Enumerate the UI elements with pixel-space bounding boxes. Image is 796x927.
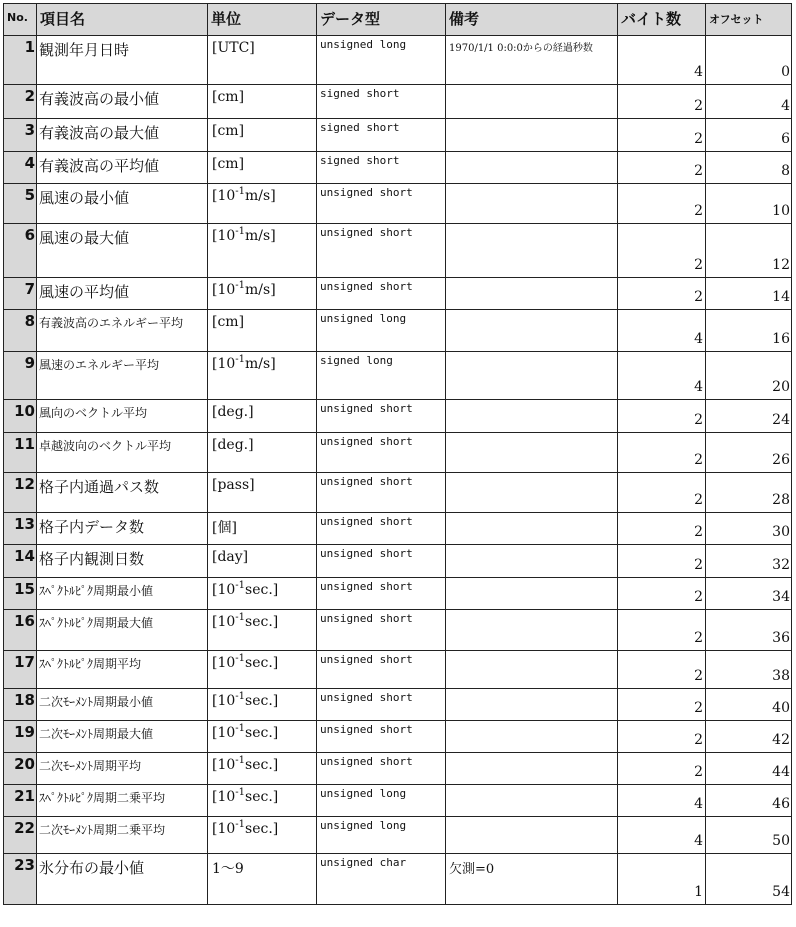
note-cell: 欠測=0	[446, 854, 618, 905]
unit-suffix: sec.]	[245, 693, 279, 709]
item-name: 二次ﾓｰﾒﾝﾄ周期平均	[37, 753, 208, 785]
data-type: unsigned short	[317, 651, 446, 689]
row-number: 15	[4, 578, 37, 610]
header-offset: オフセット	[706, 4, 792, 36]
data-type: unsigned short	[317, 545, 446, 578]
note-cell	[446, 400, 618, 433]
item-name: 格子内観測日数	[37, 545, 208, 578]
row-number: 21	[4, 785, 37, 817]
row-number: 4	[4, 152, 37, 184]
row-number: 11	[4, 433, 37, 473]
unit-cell	[208, 184, 317, 224]
unit-exponent: -1	[235, 787, 246, 798]
unit-suffix: m/s]	[245, 356, 276, 372]
unit-exponent: -1	[235, 755, 246, 766]
data-type: signed short	[317, 85, 446, 119]
unit-base: [10	[212, 228, 236, 244]
table-row	[4, 310, 792, 352]
byte-count: 2	[618, 224, 706, 278]
offset-cell: 0	[706, 36, 792, 85]
offset-cell: 42	[706, 721, 792, 753]
unit-exponent: -1	[235, 612, 246, 623]
data-type: unsigned long	[317, 310, 446, 352]
item-name: 二次ﾓｰﾒﾝﾄ周期最大値	[37, 721, 208, 753]
item-name: 有義波高の最大値	[37, 119, 208, 152]
unit-cell: [deg.]	[208, 433, 317, 473]
data-type: signed short	[317, 119, 446, 152]
data-type: unsigned short	[317, 578, 446, 610]
unit-cell	[208, 721, 317, 753]
table-row	[4, 400, 792, 433]
table-row	[4, 278, 792, 310]
byte-count: 4	[618, 817, 706, 854]
offset-cell: 38	[706, 651, 792, 689]
unit-suffix: m/s]	[245, 282, 276, 298]
row-number: 18	[4, 689, 37, 721]
unit-cell: [cm]	[208, 85, 317, 119]
data-type: unsigned long	[317, 785, 446, 817]
item-name: 二次ﾓｰﾒﾝﾄ周期二乗平均	[37, 817, 208, 854]
unit-exponent: -1	[235, 354, 246, 365]
offset-cell: 46	[706, 785, 792, 817]
byte-count: 2	[618, 753, 706, 785]
unit-cell: [cm]	[208, 119, 317, 152]
unit-cell	[208, 785, 317, 817]
note-cell	[446, 473, 618, 513]
table-row	[4, 433, 792, 473]
byte-count: 2	[618, 513, 706, 545]
header-no: No.	[4, 4, 37, 36]
unit-base: [10	[212, 614, 236, 630]
byte-count: 4	[618, 310, 706, 352]
item-name: 有義波高の最小値	[37, 85, 208, 119]
data-type: unsigned short	[317, 278, 446, 310]
byte-count: 2	[618, 545, 706, 578]
data-type: unsigned short	[317, 753, 446, 785]
offset-cell: 50	[706, 817, 792, 854]
unit-base: [10	[212, 821, 236, 837]
offset-cell: 6	[706, 119, 792, 152]
unit-base: [10	[212, 582, 236, 598]
byte-count: 4	[618, 785, 706, 817]
table-row	[4, 119, 792, 152]
unit-cell	[208, 753, 317, 785]
item-name: ｽﾍﾟｸﾄﾙﾋﾟｸ周期二乗平均	[37, 785, 208, 817]
data-type: unsigned long	[317, 817, 446, 854]
data-format-table	[3, 3, 792, 905]
offset-cell: 26	[706, 433, 792, 473]
unit-cell	[208, 610, 317, 651]
note-cell	[446, 689, 618, 721]
unit-base: [10	[212, 356, 236, 372]
offset-cell: 4	[706, 85, 792, 119]
table-row	[4, 721, 792, 753]
offset-cell: 28	[706, 473, 792, 513]
data-type: unsigned char	[317, 854, 446, 905]
offset-cell: 34	[706, 578, 792, 610]
data-type: unsigned short	[317, 689, 446, 721]
note-cell	[446, 184, 618, 224]
offset-cell: 30	[706, 513, 792, 545]
data-type: unsigned long	[317, 36, 446, 85]
item-name: 有義波高の平均値	[37, 152, 208, 184]
unit-cell	[208, 224, 317, 278]
data-type: unsigned short	[317, 473, 446, 513]
header-name: 項目名	[37, 4, 208, 36]
byte-count: 2	[618, 610, 706, 651]
table-row	[4, 689, 792, 721]
offset-cell: 12	[706, 224, 792, 278]
unit-exponent: -1	[235, 580, 246, 591]
unit-cell	[208, 578, 317, 610]
unit-exponent: -1	[235, 186, 246, 197]
item-name: 観測年月日時	[37, 36, 208, 85]
unit-base: [10	[212, 725, 236, 741]
unit-suffix: sec.]	[245, 655, 279, 671]
item-name: 氷分布の最小値	[37, 854, 208, 905]
offset-cell: 24	[706, 400, 792, 433]
row-number: 2	[4, 85, 37, 119]
note-cell: 1970/1/1 0:0:0からの経過秒数	[446, 36, 618, 85]
data-type: unsigned short	[317, 610, 446, 651]
table-row	[4, 753, 792, 785]
unit-base: [10	[212, 282, 236, 298]
byte-count: 2	[618, 721, 706, 753]
table-row	[4, 224, 792, 278]
table-row	[4, 578, 792, 610]
offset-cell: 54	[706, 854, 792, 905]
byte-count: 2	[618, 433, 706, 473]
note-cell	[446, 785, 618, 817]
byte-count: 2	[618, 85, 706, 119]
offset-cell: 36	[706, 610, 792, 651]
item-name: 風速のエネルギー平均	[37, 352, 208, 400]
row-number: 7	[4, 278, 37, 310]
row-number: 6	[4, 224, 37, 278]
byte-count: 2	[618, 689, 706, 721]
byte-count: 2	[618, 278, 706, 310]
byte-count: 2	[618, 651, 706, 689]
offset-cell: 44	[706, 753, 792, 785]
unit-suffix: sec.]	[245, 757, 279, 773]
data-type: unsigned short	[317, 400, 446, 433]
header-unit: 単位	[208, 4, 317, 36]
header-note: 備考	[446, 4, 618, 36]
table-row	[4, 184, 792, 224]
table-row	[4, 352, 792, 400]
unit-exponent: -1	[235, 653, 246, 664]
item-name: ｽﾍﾟｸﾄﾙﾋﾟｸ周期最小値	[37, 578, 208, 610]
note-cell	[446, 513, 618, 545]
unit-suffix: m/s]	[245, 228, 276, 244]
item-name: 格子内データ数	[37, 513, 208, 545]
unit-base: [10	[212, 188, 236, 204]
offset-cell: 10	[706, 184, 792, 224]
row-number: 1	[4, 36, 37, 85]
header-bytes: バイト数	[618, 4, 706, 36]
note-cell	[446, 152, 618, 184]
unit-cell	[208, 651, 317, 689]
row-number: 16	[4, 610, 37, 651]
byte-count: 2	[618, 473, 706, 513]
offset-cell: 8	[706, 152, 792, 184]
row-number: 14	[4, 545, 37, 578]
item-name: 卓越波向のベクトル平均	[37, 433, 208, 473]
table-row	[4, 817, 792, 854]
offset-cell: 16	[706, 310, 792, 352]
note-cell	[446, 753, 618, 785]
data-type: signed long	[317, 352, 446, 400]
table-row	[4, 610, 792, 651]
note-cell	[446, 651, 618, 689]
table-row	[4, 85, 792, 119]
data-type: unsigned short	[317, 721, 446, 753]
byte-count: 2	[618, 578, 706, 610]
note-cell	[446, 610, 618, 651]
row-number: 12	[4, 473, 37, 513]
unit-cell: [pass]	[208, 473, 317, 513]
data-type: unsigned short	[317, 433, 446, 473]
note-cell	[446, 817, 618, 854]
table-row	[4, 785, 792, 817]
row-number: 9	[4, 352, 37, 400]
item-name: 風速の最大値	[37, 224, 208, 278]
header-type: データ型	[317, 4, 446, 36]
row-number: 19	[4, 721, 37, 753]
note-cell	[446, 433, 618, 473]
offset-cell: 14	[706, 278, 792, 310]
row-number: 17	[4, 651, 37, 689]
unit-cell	[208, 278, 317, 310]
unit-base: [10	[212, 757, 236, 773]
unit-suffix: sec.]	[245, 725, 279, 741]
row-number: 3	[4, 119, 37, 152]
unit-exponent: -1	[235, 691, 246, 702]
byte-count: 2	[618, 152, 706, 184]
item-name: 有義波高のエネルギー平均	[37, 310, 208, 352]
row-number: 13	[4, 513, 37, 545]
item-name: 風速の最小値	[37, 184, 208, 224]
row-number: 22	[4, 817, 37, 854]
byte-count: 1	[618, 854, 706, 905]
unit-exponent: -1	[235, 723, 246, 734]
unit-cell	[208, 689, 317, 721]
item-name: 格子内通過パス数	[37, 473, 208, 513]
row-number: 20	[4, 753, 37, 785]
unit-exponent: -1	[235, 226, 246, 237]
item-name: 風速の平均値	[37, 278, 208, 310]
row-number: 23	[4, 854, 37, 905]
row-number: 8	[4, 310, 37, 352]
data-type: signed short	[317, 152, 446, 184]
item-name: 風向のベクトル平均	[37, 400, 208, 433]
unit-suffix: sec.]	[245, 614, 279, 630]
unit-cell	[208, 352, 317, 400]
note-cell	[446, 224, 618, 278]
table-row	[4, 152, 792, 184]
data-type: unsigned short	[317, 184, 446, 224]
note-cell	[446, 119, 618, 152]
byte-count: 4	[618, 352, 706, 400]
unit-exponent: -1	[235, 819, 246, 830]
unit-cell: [day]	[208, 545, 317, 578]
table-row	[4, 513, 792, 545]
data-type: unsigned short	[317, 224, 446, 278]
byte-count: 2	[618, 184, 706, 224]
byte-count: 2	[618, 400, 706, 433]
offset-cell: 32	[706, 545, 792, 578]
unit-suffix: sec.]	[245, 821, 279, 837]
note-cell	[446, 278, 618, 310]
unit-exponent: -1	[235, 280, 246, 291]
offset-cell: 20	[706, 352, 792, 400]
item-name: ｽﾍﾟｸﾄﾙﾋﾟｸ周期最大値	[37, 610, 208, 651]
note-cell	[446, 352, 618, 400]
unit-cell: [個]	[208, 513, 317, 545]
unit-cell: 1～9	[208, 854, 317, 905]
unit-base: [10	[212, 789, 236, 805]
row-number: 10	[4, 400, 37, 433]
unit-base: [10	[212, 693, 236, 709]
table-row	[4, 651, 792, 689]
data-format-table-container	[3, 3, 791, 921]
unit-cell: [cm]	[208, 152, 317, 184]
row-number: 5	[4, 184, 37, 224]
offset-cell: 40	[706, 689, 792, 721]
note-cell	[446, 721, 618, 753]
table-row	[4, 854, 792, 905]
note-cell	[446, 85, 618, 119]
byte-count: 2	[618, 119, 706, 152]
unit-cell: [cm]	[208, 310, 317, 352]
unit-suffix: m/s]	[245, 188, 276, 204]
unit-base: [10	[212, 655, 236, 671]
table-row	[4, 36, 792, 85]
unit-suffix: sec.]	[245, 789, 279, 805]
item-name: 二次ﾓｰﾒﾝﾄ周期最小値	[37, 689, 208, 721]
table-row	[4, 473, 792, 513]
note-cell	[446, 578, 618, 610]
byte-count: 4	[618, 36, 706, 85]
unit-cell	[208, 817, 317, 854]
unit-cell: [UTC]	[208, 36, 317, 85]
data-type: unsigned short	[317, 513, 446, 545]
unit-cell: [deg.]	[208, 400, 317, 433]
header-row	[4, 4, 792, 36]
note-cell	[446, 545, 618, 578]
note-cell	[446, 310, 618, 352]
table-row	[4, 545, 792, 578]
item-name: ｽﾍﾟｸﾄﾙﾋﾟｸ周期平均	[37, 651, 208, 689]
unit-suffix: sec.]	[245, 582, 279, 598]
